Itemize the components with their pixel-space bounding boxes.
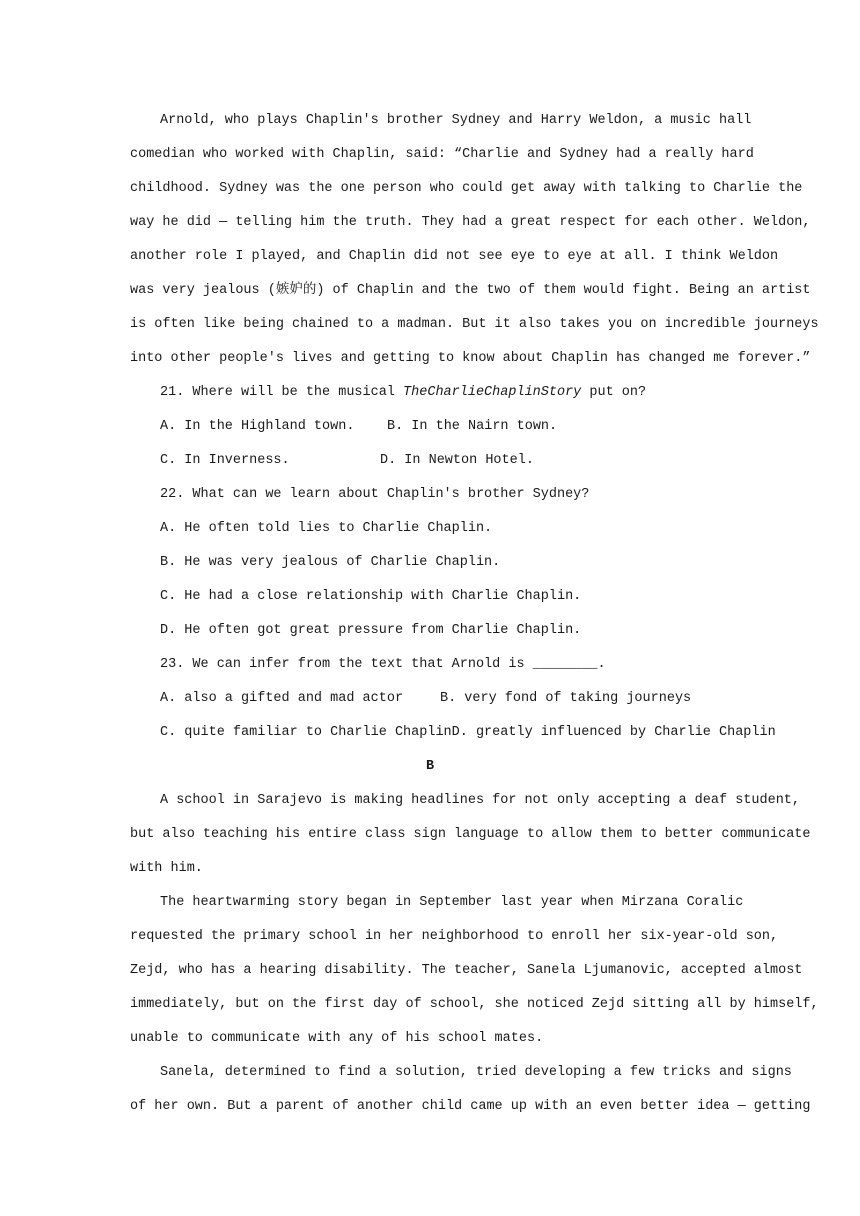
question-21	[130, 376, 730, 478]
question-stem: 21. Where will be the musical TheCharlieChaplinStory put on?	[160, 385, 647, 400]
option-row	[130, 444, 730, 478]
paragraph-line: another role I played, and Chaplin did not see eye to eye at all. I think Weldon	[130, 249, 779, 264]
section-heading: B	[425, 759, 435, 774]
paragraph	[130, 784, 811, 886]
option-b: B. very fond of taking journeys	[440, 691, 692, 706]
paragraph-line: is often like being chained to a madman. But it also takes you on incredible journeys	[130, 317, 819, 332]
option-b: B. He was very jealous of Charlie Chaplin.	[160, 555, 501, 570]
option-row	[130, 682, 730, 716]
question-stem: 23. We can infer from the text that Arnold is ________.	[160, 657, 606, 672]
passage-b	[130, 784, 819, 1124]
paragraph-line: The heartwarming story began in September last year when Mirzana Coralic	[160, 895, 744, 910]
question-stem: 22. What can we learn about Chaplin's brother Sydney?	[160, 487, 590, 502]
paragraph-line: comedian who worked with Chaplin, said: “Charlie and Sydney had a really hard	[130, 147, 754, 162]
paragraph	[130, 886, 819, 1056]
option-d: D. He often got great pressure from Charlie Chaplin.	[160, 623, 582, 638]
paragraph-line: way he did — telling him the truth. They had a great respect for each other. Weldon,	[130, 215, 811, 230]
paragraph-line: with him.	[130, 861, 203, 876]
option-a: A. In the Highland town.	[160, 419, 355, 434]
paragraph-line: A school in Sarajevo is making headlines for not only accepting a deaf student,	[160, 793, 801, 808]
musical-title: TheCharlieChaplinStory	[403, 385, 582, 400]
paragraph-line: Sanela, determined to find a solution, tried developing a few tricks and signs	[160, 1065, 792, 1080]
paragraph-line: Arnold, who plays Chaplin's brother Sydney and Harry Weldon, a music hall	[160, 113, 752, 128]
option-c: C. In Inverness.	[160, 453, 290, 468]
option-b: B. In the Nairn town.	[387, 419, 558, 434]
option-a: A. also a gifted and mad actor	[160, 691, 404, 706]
question-23	[130, 648, 776, 750]
paragraph-line: unable to communicate with any of his school mates.	[130, 1031, 544, 1046]
option-d: D. In Newton Hotel.	[380, 453, 534, 468]
option-d: D. greatly influenced by Charlie Chaplin	[451, 725, 776, 740]
question-22	[130, 478, 730, 648]
paragraph-line: requested the primary school in her neighborhood to enroll her six-year-old son,	[130, 929, 779, 944]
option-c: C. He had a close relationship with Charlie Chaplin.	[160, 589, 582, 604]
paragraph-line: of her own. But a parent of another child came up with an even better idea — getting	[130, 1099, 811, 1114]
paragraph-line: into other people's lives and getting to know about Chaplin has changed me forever.”	[130, 351, 811, 366]
document-page	[130, 104, 819, 1124]
paragraph-line: immediately, but on the first day of school, she noticed Zejd sitting all by himself,	[130, 997, 819, 1012]
paragraph-line: was very jealous (嫉妒的) of Chaplin and the two of them would fight. Being an artist	[130, 283, 811, 298]
paragraph-line: but also teaching his entire class sign language to allow them to better communicate	[130, 827, 811, 842]
option-c: C. quite familiar to Charlie Chaplin	[160, 725, 452, 740]
paragraph	[130, 1056, 811, 1124]
option-row	[130, 716, 776, 750]
passage-a	[130, 104, 819, 376]
paragraph-line: Zejd, who has a hearing disability. The teacher, Sanela Ljumanovic, accepted almost	[130, 963, 803, 978]
option-a: A. He often told lies to Charlie Chaplin.	[160, 521, 493, 536]
option-row	[130, 410, 730, 444]
paragraph-line: childhood. Sydney was the one person who could get away with talking to Charlie the	[130, 181, 803, 196]
